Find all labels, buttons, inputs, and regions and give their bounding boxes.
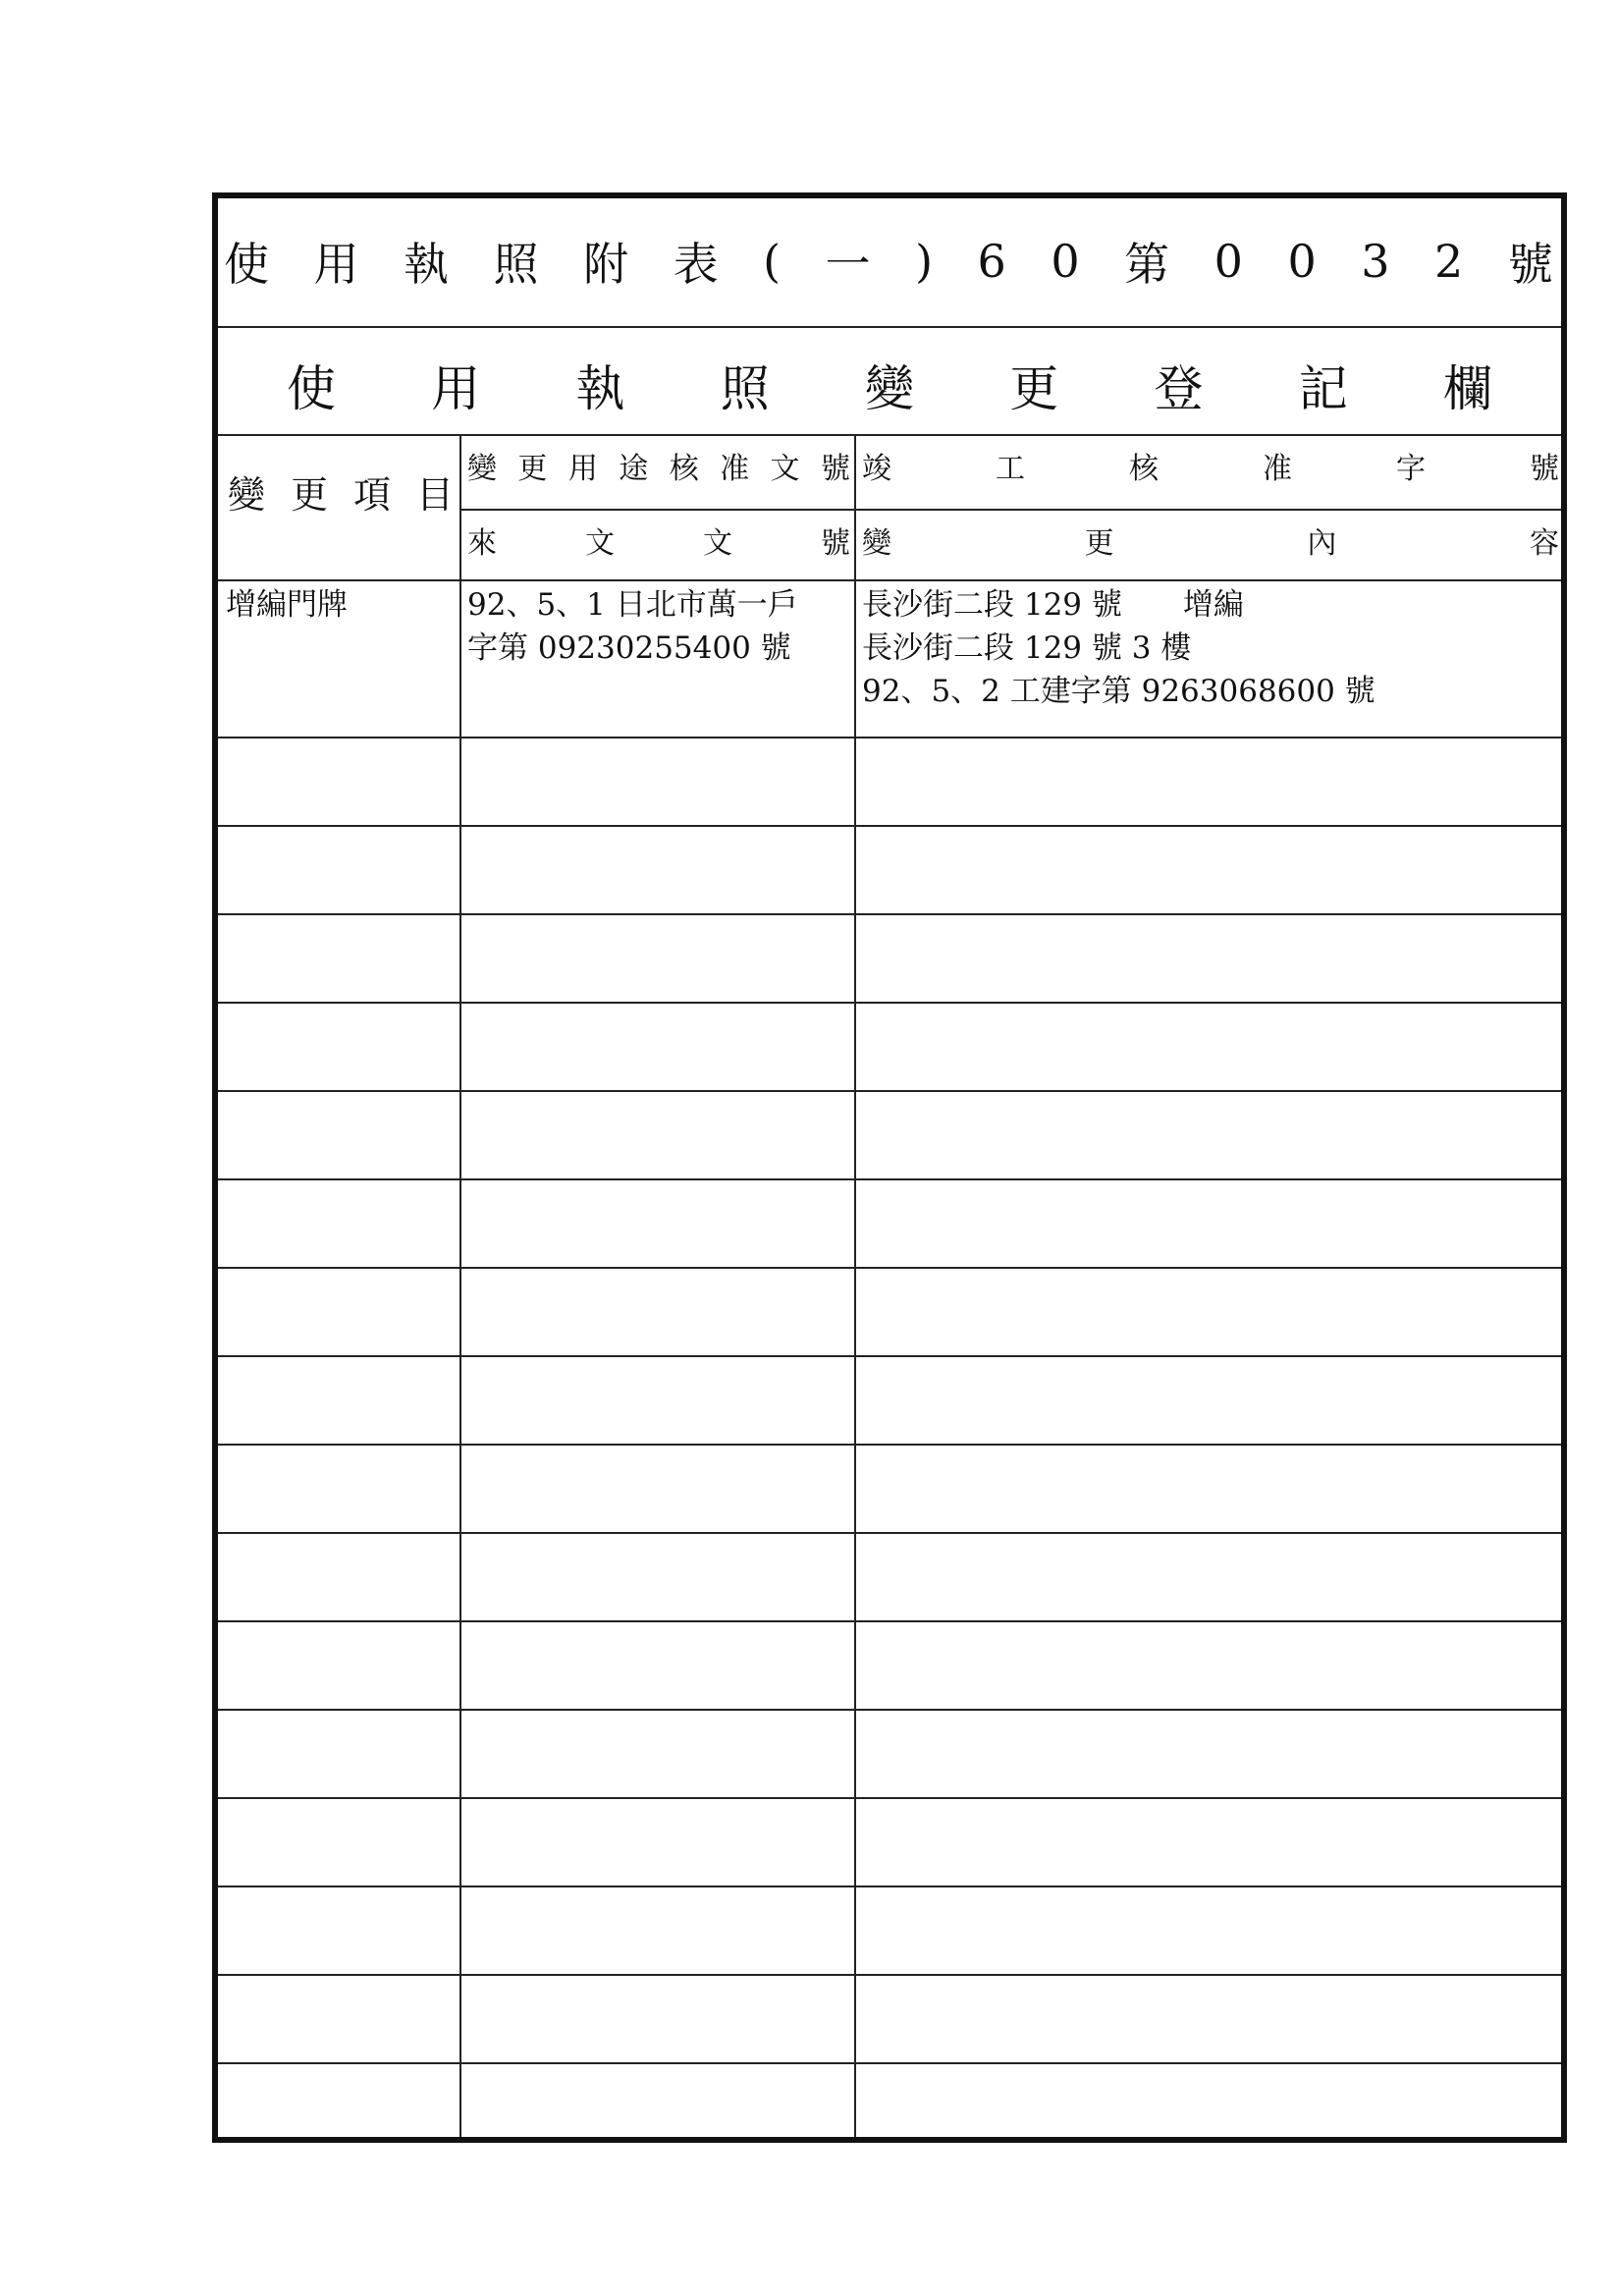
header-char: 來 — [467, 526, 497, 561]
row-line — [218, 1974, 1561, 1976]
header-change-content — [862, 520, 1559, 560]
header-completion — [862, 446, 1559, 485]
header-char: 號 — [821, 526, 850, 561]
title-char: 一 — [825, 238, 873, 291]
section-title-char: 用 — [431, 360, 481, 417]
header-subdivider — [459, 509, 1561, 511]
row-line — [218, 1002, 1561, 1004]
title-char: 附 — [583, 238, 631, 291]
header-char: 變 — [862, 526, 891, 561]
title-char: 照 — [493, 238, 541, 291]
section-title-char: 使 — [287, 360, 336, 417]
header-char: 途 — [619, 452, 649, 486]
section-title-char: 執 — [575, 360, 625, 417]
header-char: 文 — [585, 526, 615, 561]
header-char: 竣 — [862, 452, 891, 486]
header-char: 更 — [290, 472, 328, 517]
row-line — [218, 825, 1561, 827]
row-1-doc-number: 92、5、1 日北市萬一戶 字第 09230255400 號 — [467, 587, 798, 666]
header-char: 工 — [996, 452, 1025, 486]
header-char: 內 — [1307, 526, 1337, 561]
row-line — [218, 1532, 1561, 1534]
header-char: 字 — [1396, 452, 1426, 486]
title-char: 使 — [224, 238, 271, 291]
title-char: 執 — [404, 238, 452, 291]
header-char: 號 — [820, 452, 850, 486]
title-char: 0 — [1287, 235, 1319, 288]
header-char: 准 — [720, 452, 750, 486]
row-line — [218, 1355, 1561, 1357]
row-1-change-content: 長沙街二段 129 號 增編 長沙街二段 129 號 3 樓 92、5、2 工建字第 9263068600 號 — [862, 587, 1375, 709]
title-char: 0 — [1214, 235, 1245, 288]
row-1-item: 增編門牌 — [226, 587, 348, 623]
header-incoming-doc — [467, 520, 850, 560]
row-line — [218, 913, 1561, 915]
header-char: 號 — [1530, 452, 1559, 486]
header-char: 變 — [228, 472, 266, 517]
title-divider — [218, 326, 1561, 328]
header-char: 用 — [567, 452, 598, 486]
row-line — [218, 1797, 1561, 1799]
row-line — [218, 737, 1561, 738]
header-char: 准 — [1263, 452, 1292, 486]
column-divider-1 — [459, 434, 461, 2137]
section-title-char: 登 — [1154, 360, 1204, 417]
section-divider — [218, 434, 1561, 436]
header-char: 容 — [1529, 526, 1559, 561]
section-title-char: 記 — [1298, 360, 1348, 417]
title-char: ( — [763, 235, 783, 288]
title-char: 2 — [1434, 235, 1466, 288]
section-title-char: 變 — [865, 360, 914, 417]
form-title — [224, 232, 1555, 291]
header-char: 文 — [770, 452, 800, 486]
column-divider-2 — [854, 434, 856, 2137]
title-char: 6 — [977, 235, 1008, 288]
title-char: 第 — [1124, 238, 1172, 291]
header-change-item — [228, 462, 454, 520]
title-char: ) — [915, 235, 936, 288]
header-char: 核 — [1129, 452, 1159, 486]
header-char: 更 — [517, 452, 548, 486]
row-line — [218, 1444, 1561, 1446]
title-char: 0 — [1051, 235, 1082, 288]
header-char: 變 — [467, 452, 497, 486]
header-char: 目 — [415, 472, 454, 517]
row-line — [218, 2062, 1561, 2064]
row-line — [218, 1090, 1561, 1092]
section-title-char: 欄 — [1443, 360, 1492, 417]
section-title — [287, 355, 1492, 417]
row-line — [218, 1178, 1561, 1180]
title-char: 用 — [313, 238, 361, 291]
title-char: 號 — [1507, 238, 1555, 291]
section-title-char: 更 — [1009, 360, 1059, 417]
row-line — [218, 1886, 1561, 1887]
header-char: 文 — [703, 526, 732, 561]
header-bottom-line — [218, 579, 1561, 581]
header-char: 核 — [669, 452, 699, 486]
row-line — [218, 1620, 1561, 1622]
header-char: 項 — [352, 472, 391, 517]
section-title-char: 照 — [720, 360, 770, 417]
row-line — [218, 1709, 1561, 1711]
title-char: 3 — [1361, 235, 1392, 288]
registration-form — [212, 192, 1567, 2143]
row-line — [218, 1267, 1561, 1269]
header-char: 更 — [1084, 526, 1114, 561]
title-char: 表 — [673, 238, 721, 291]
header-approval-doc — [467, 446, 850, 485]
